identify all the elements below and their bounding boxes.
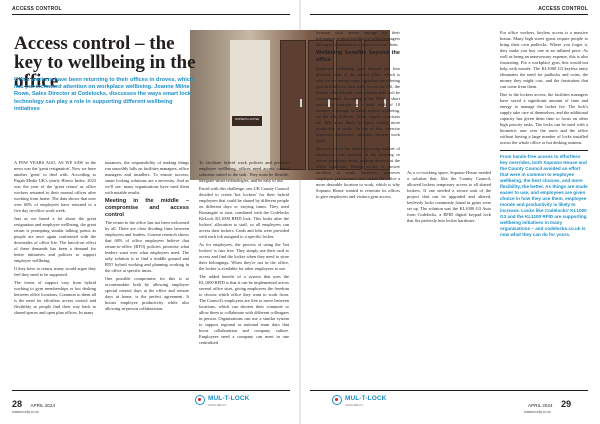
body-paragraph: Due to the lockers access, the facilities managers have saved a significant amount of time and energy to manage the locker fee. The lock's supply take care of themselves, and the additional capacity has given them time to focus on other high priority tasks. The locks can be used with a biometric user over the users and the office without having a large number of locks installed across the whole office or hot desking stations. xyxy=(500,92,588,145)
section-tag-left: ACCESS CONTROL xyxy=(12,6,62,12)
footer-left xyxy=(12,394,59,424)
advertiser-logo-right xyxy=(332,393,392,413)
body-paragraph: The return to the office has not been welcomed by all. There are clear dividing lines between employees and leaders. Current research shows that 68% of office employees believe that return-to-office (RTO) policies prioritise what leaders want over what employees need. The only solution is to find a middle ground and RTO hybrid working and planning working in the office at specific times. xyxy=(105,220,189,274)
body-paragraph: Just as we heard a lot about the great resignation and employee wellbeing, the great return is prompting similar talking points as people are once again confronted with the downsides of office life. The knock-on effect of these demands has been a demand for better initiatives and policies to support employee wellbeing. xyxy=(14,216,96,263)
body-paragraph: location with secure storage for their belongings without facilities or office managers having to coordinate new card access for them. xyxy=(316,30,400,47)
body-paragraph: To facilitate hybrid work policies and preserve employee wellbeing, offices need access control solutions suited to the task. They must be flexible, integrate smart technologies, and be easy to use. xyxy=(199,160,289,183)
body-paragraph: However, there has been a growing number of employees who exercise in the morning or before going into work, making showers at the office important. Having access to shower facilities at work, therefore, improves employee performance and makes the office a more desirable location to work, which is why Soprano House wanted to renovate its offices to give employees and visitors gym access. xyxy=(316,145,400,199)
footer-rule-right xyxy=(310,390,588,391)
website-left[interactable]: totalsecurity.co.uk xyxy=(12,410,39,414)
body-paragraph: A FEW YEARS AGO, AS WE SAW in the news was the 'great resignation'. Now we have another 'great' to deal with. According to Pegah Media UK's yearly Hireco Index, 2023 was the year of the 'great return' as office workers returned to their normal offices after working from home. The data shows that now over 60% of employees have returned to a five day in-office work week. xyxy=(14,160,96,213)
body-paragraph: Faced with this challenge, one UK County Council decided to create 'hot lockers' for their hybrid employees that could be shared by different people on different days or varying times. They used Kinsangite to start, combined with the Codelocks KitLock KL1000 RFID lock. This looks after the lockers' allocation to staff, so all employees can access their lockers. Cards and fobs were provided with each fob assigned to a specific locker. xyxy=(199,186,289,239)
section-tag-right: ACCESS CONTROL xyxy=(538,6,588,12)
advertiser-logo-left xyxy=(195,393,255,413)
logo-subline: ASSA ABLOY xyxy=(345,403,364,407)
left-column-2 xyxy=(105,160,189,314)
logo-wordmark: MUL-T-LOCK xyxy=(345,395,387,402)
subheading: Meeting in the middle – compromise and access control xyxy=(105,198,189,218)
body-paragraph: One possible compromise for this is to accommodate both by allowing employee special control days at the office and remote days at home, is the perfect agreement. It boosts employee productivity while also allowing in-person collaboration. xyxy=(105,276,189,312)
body-paragraph: As for employees, the process of using the 'hot lockers' is fuss free. They simply use their card to access and find the locker when they need to store their belongings. When they're not in the office, the locker is available for other employees to use. xyxy=(199,242,289,271)
subheading: Wellbeing benefits beyond the office xyxy=(316,50,400,63)
body-paragraph: instances, the responsibility of making things run smoothly falls on facilities managers, office managers and installers. To ensure success, smart locking solutions are a necessity. And as we'll see, many organisations have used them with notable results. xyxy=(105,160,189,195)
locker-handle-icon xyxy=(300,99,302,107)
website-right[interactable]: totalsecurity.co.uk xyxy=(524,410,551,414)
page-number-left: 28 xyxy=(12,399,23,409)
header-rule-right xyxy=(310,14,588,15)
issue-date-right: APRIL 2024 xyxy=(528,403,553,408)
photo-wall-panel xyxy=(230,40,270,170)
footer-rule-left xyxy=(12,390,290,391)
body-paragraph: Employee wellbeing goes beyond the four physical walls of the shared office, which is why we are seeing many organisations offering gym facilities for their staff. Across the UK, the benefit of health and work benefits that can't be overestimated. According to the NHS, a short stretch of exercise or a brisk walk of 10 minutes is enough to boost mental wellbeing, cut the risk of illness. While regular exercisers are 30% more likely to report feeling more productive at work. On top of this, exercise improves employees' attitudes towards work itself. xyxy=(316,65,400,143)
body-paragraph: The forms of support vary from hybrid working to gym memberships or hot desking between office locations. Common to them all is the need for effortless access control and flexibility as people find their way back to shared spaces and open plan offices. In many xyxy=(14,280,96,315)
left-column-1 xyxy=(14,160,96,318)
logo-mark-icon xyxy=(332,395,342,405)
article-standfirst: Office workers have been returning to their offices in droves, which has put increased attention on workplace wellbeing. Joanne Milne-Rowe, Sales Director at Codelocks, discusses the ways smart lock technology can play a role in supporting different wellbeing initiatives xyxy=(14,77,194,112)
footer-right xyxy=(524,394,571,424)
body-paragraph: For office workers, keyless access is a massive bonus. Many high street gyms require people to bring their own padlocks. Where you forget it, they make you buy one at an inflated price. As well as being an unnecessary expense, this is also frustrating. For a workplace gym, this would not help with morale. The KL1000 G3 keyless entry eliminates the need for padlocks and coins, the money they might cost, and the frustration that can come from them. xyxy=(500,30,588,89)
logo-wordmark: MUL-T-LOCK xyxy=(208,395,250,402)
body-paragraph: If they have to return, many would argue they feel they need to be supported. xyxy=(14,266,96,277)
left-column-3 xyxy=(199,160,289,348)
logo-subline: ASSA ABLOY xyxy=(208,403,227,407)
right-column-1 xyxy=(316,30,400,202)
issue-date-left: APRIL 2024 xyxy=(30,403,56,408)
locker-door xyxy=(280,40,306,170)
pull-quote: From hands-free access to effortless key overrides, both Soprano House and the County Council avoided an effort that were in common to employee wellbeing, the best choices, and more flexibility, the better. As things are made easier to use, and employees are given choice in how they use them, employee morale and productivity is likely to increase. Locks like Codelocks' KL1000 G3 and the KL1100 RFID are supporting wellbeing initiatives in many organisations – and codelocks.co.uk is now what they can do for yours. xyxy=(500,150,588,238)
photo-sign: NOPERS HOUSE xyxy=(232,116,262,126)
right-column-2 xyxy=(407,170,491,226)
logo-mark-icon xyxy=(195,395,205,405)
right-column-3 xyxy=(500,30,588,238)
body-paragraph: As a co-working space, Soprano House needed a solution that, like the County Council, allowed lockers temporary access to all shared lockers. If one needed a secure unit of the project that can be upgraded and altered, keylessly locks commonly found in gyms were set up. The solution was the KL1000 G3 Auto from Codelocks, a RFID digital keypad lock that fits perfectly into locker hardware. xyxy=(407,170,491,223)
article-headline: Access control – the key to wellbeing in the office xyxy=(14,33,196,92)
page-number-right: 29 xyxy=(561,399,572,409)
header-rule-left xyxy=(12,14,290,15)
body-paragraph: The added benefit of a system that uses the KL1000 RFID is that it can be implemented across several office sites, giving employees the freedom to choose which office they want to work from. The Council's employees are free to move between locations, which can shorten their commute or allow them to collaborate with different colleagues in person. Organisations can use a similar system to support regional or national team days that boost collaboration and company culture. Employees need a company can meet in one centralised xyxy=(199,274,289,345)
